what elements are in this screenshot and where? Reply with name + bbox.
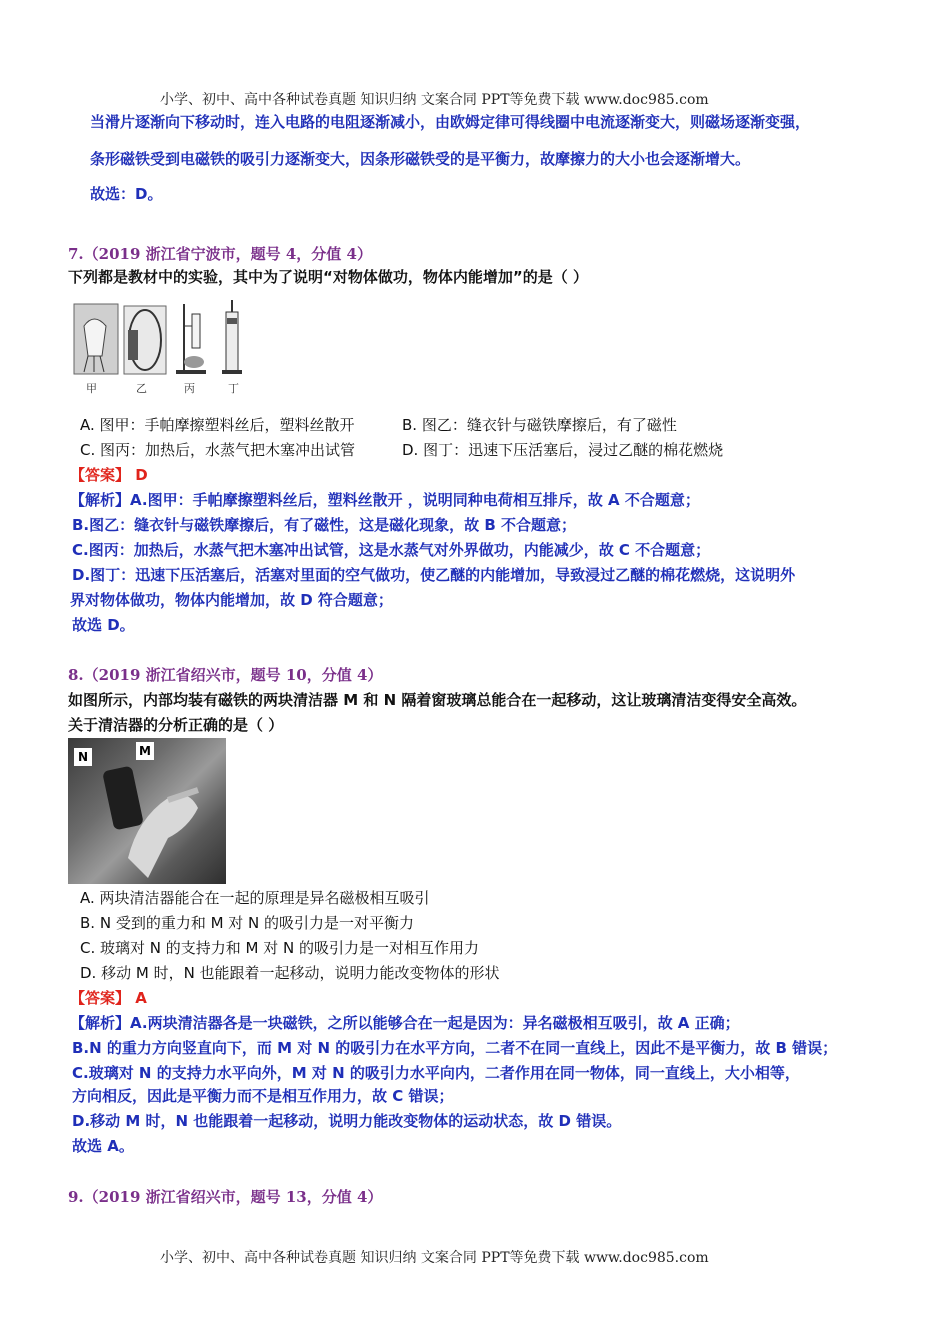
q7-stem: 下列都是教材中的实验，其中为了说明“对物体做功，物体内能增加”的是（ ） <box>68 268 588 286</box>
q8-explanation-3: C.玻璃对 N 的支持力水平向外，M 对 N 的吸引力水平向内，二者作用在同一物体，同一直线上，大小相等， <box>72 1064 800 1082</box>
q7-figure-label-ding: 丁 <box>228 382 239 395</box>
q8-label-m: M <box>136 742 154 760</box>
q8-explanation-1: 【解析】A.两块清洁器各是一块磁铁，之所以能够合在一起是因为：异名磁极相互吸引，故 A 正确； <box>70 1014 740 1032</box>
q8-answer: 【答案】 A <box>70 989 147 1007</box>
q8-option-b: B. N 受到的重力和 M 对 N 的吸引力是一对平衡力 <box>80 914 415 932</box>
q7-explanation-3: C.图丙：加热后，水蒸气把木塞冲出试管，这是水蒸气对外界做功，内能减少，故 C 不合题意； <box>72 541 711 559</box>
prev-explanation-line2: 条形磁铁受到电磁铁的吸引力逐渐变大，因条形磁铁受的是平衡力，故摩擦力的大小也会逐渐增大。 <box>90 150 751 168</box>
prev-answer-line: 故选：D。 <box>90 185 163 203</box>
q7-option-a: A. 图甲：手帕摩擦塑料丝后，塑料丝散开 <box>80 416 355 434</box>
q7-explanation-4: D.图丁：迅速下压活塞后，活塞对里面的空气做功，使乙醚的内能增加，导致浸过乙醚的棉花燃烧，这说明外 <box>72 566 796 584</box>
q7-source: 7.（2019 浙江省宁波市，题号 4，分值 4） <box>68 245 372 263</box>
q8-option-a: A. 两块清洁器能合在一起的原理是异名磁极相互吸引 <box>80 889 430 907</box>
q7-explanation-5: 界对物体做功，物体内能增加，故 D 符合题意； <box>70 591 393 609</box>
q7-explanation-2: B.图乙：缝衣针与磁铁摩擦后，有了磁性，这是磁化现象，故 B 不合题意； <box>72 516 577 534</box>
q8-explanation-6: 故选 A。 <box>72 1137 134 1155</box>
q8-source: 8.（2019 浙江省绍兴市，题号 10，分值 4） <box>68 666 383 684</box>
q7-option-c: C. 图丙：加热后，水蒸气把木塞冲出试管 <box>80 441 356 459</box>
q7-option-d: D. 图丁：迅速下压活塞后，浸过乙醚的棉花燃烧 <box>402 441 724 459</box>
q7-explanation-6: 故选 D。 <box>72 616 135 634</box>
q8-stem-line1: 如图所示，内部均装有磁铁的两块清洁器 M 和 N 隔着窗玻璃总能合在一起移动，这让玻璃清洁变得安全高效。 <box>68 691 807 709</box>
q7-answer: 【答案】 D <box>70 466 148 484</box>
q7-explanation-1: 【解析】A.图甲：手帕摩擦塑料丝后，塑料丝散开 ，说明同种电荷相互排斥，故 A 不合题意； <box>70 491 700 509</box>
q7-figure-label-yi: 乙 <box>136 382 147 395</box>
q8-option-d: D. 移动 M 时，N 也能跟着一起移动，说明力能改变物体的形状 <box>80 964 500 982</box>
q8-option-c: C. 玻璃对 N 的支持力和 M 对 N 的吸引力是一对相互作用力 <box>80 939 480 957</box>
q8-explanation-4: 方向相反，因此是平衡力而不是相互作用力，故 C 错误； <box>72 1087 454 1105</box>
q7-figure-label-bing: 丙 <box>184 382 195 395</box>
q8-cleaner-photo <box>68 738 226 884</box>
prev-explanation-line1: 当滑片逐渐向下移动时，连入电路的电阻逐渐减小，由欧姆定律可得线圈中电流逐渐变大，则磁场逐渐变强， <box>90 113 811 131</box>
q8-label-n: N <box>74 748 92 766</box>
q9-source: 9.（2019 浙江省绍兴市，题号 13，分值 4） <box>68 1188 383 1206</box>
page-footer: 小学、初中、高中各种试卷真题 知识归纳 文案合同 PPT等免费下载 www.doc985.com <box>160 1250 709 1266</box>
q8-explanation-5: D.移动 M 时，N 也能跟着一起移动，说明力能改变物体的运动状态，故 D 错误。 <box>72 1112 622 1130</box>
q7-option-b: B. 图乙：缝衣针与磁铁摩擦后，有了磁性 <box>402 416 677 434</box>
q7-experiment-figure <box>72 296 257 400</box>
page-header: 小学、初中、高中各种试卷真题 知识归纳 文案合同 PPT等免费下载 www.doc985.com <box>160 92 709 108</box>
q8-stem-line2: 关于清洁器的分析正确的是（ ） <box>68 716 284 734</box>
q7-figure-label-jia: 甲 <box>86 382 97 395</box>
q8-explanation-2: B.N 的重力方向竖直向下，而 M 对 N 的吸引力在水平方向，二者不在同一直线上，因此不是平衡力，故 B 错误； <box>72 1039 838 1057</box>
